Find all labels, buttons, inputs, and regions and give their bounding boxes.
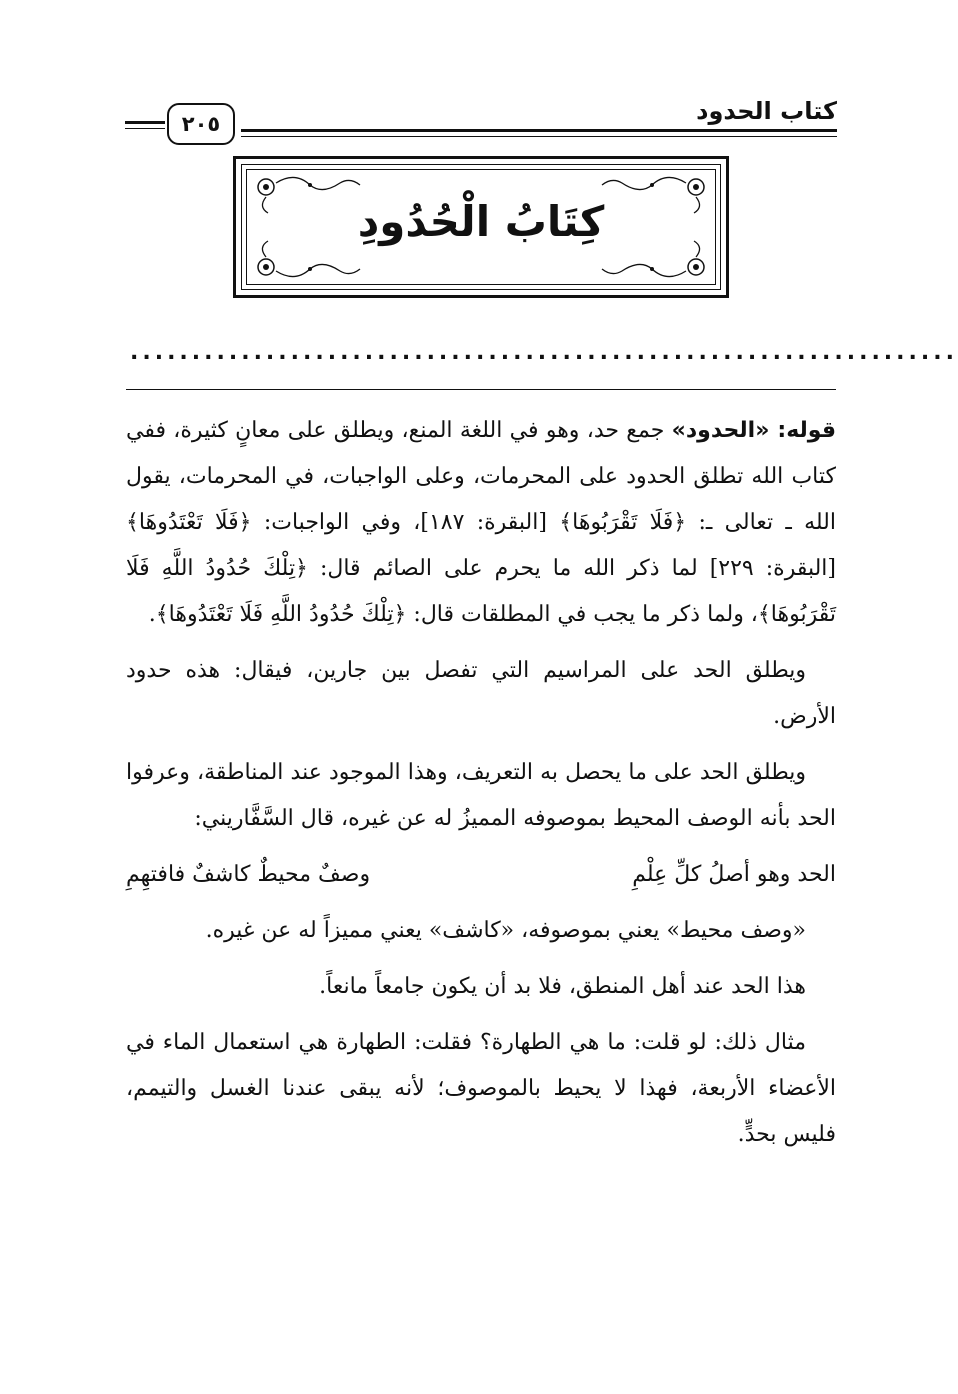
header-rule-lower — [241, 136, 837, 137]
header-rule-upper — [241, 129, 837, 132]
verse-first-hemistich: الحد وهو أصلُ كلِّ عِلْمِ — [632, 862, 836, 887]
dotted-separator: ................................................................... — [130, 340, 958, 365]
header-rule-left-lower — [125, 128, 165, 129]
chapter-title-frame — [233, 156, 729, 298]
paragraph-4: «وصف محيط» يعني بموصوفه، «كاشف» يعني مميزاً له عن غيره. — [205, 918, 806, 943]
page-number: ٢٠٥ — [167, 103, 235, 145]
paragraph-1-lead: قوله: «الحدود» — [671, 418, 837, 443]
header-rule-left-upper — [125, 121, 165, 124]
chapter-title: كِتَابُ الْحُدُودِ — [357, 197, 605, 246]
paragraph-2: ويطلق الحد على المراسيم التي تفصل بين جارين، فيقال: هذه حدود الأرض. — [126, 658, 836, 729]
paragraph-3: ويطلق الحد على ما يحصل به التعريف، وهذا الموجود عند المناطقة، وعرفوا الحد بأنه الوصف المحيط بموصوفه المميزُ له عن غيره، قال السَّفَّاريني: — [126, 760, 836, 831]
body-text — [126, 408, 836, 1168]
verse-second-hemistich: وصفٌ محيطٌ كاشفٌ فافتهِمِ — [126, 862, 371, 887]
paragraph-1 — [126, 408, 836, 638]
page-header — [125, 95, 837, 151]
paragraph-1-text: جمع حد، وهو في اللغة المنع، ويطلق على معانٍ كثيرة، ففي كتاب الله تطلق الحدود على المحرمات، وعلى الواجبات، في المحرمات، يقول الله ـ تعالى ـ: ﴿فَلَا تَقْرَبُوهَا﴾ [البقرة: ١٨٧]، وفي الواجبات: ﴿فَلَا تَعْتَدُوهَا﴾ [البقرة: ٢٢٩] لما ذكر الله ما يحرم على الصائم قال: ﴿تِلْكَ حُدُودُ اللَّهِ فَلَا تَقْرَبُوهَا﴾، ولما ذكر ما يجب في المطلقات قال: ﴿تِلْكَ حُدُودُ اللَّهِ فَلَا تَعْتَدُوهَا﴾. — [126, 418, 836, 627]
section-rule — [126, 389, 836, 390]
paragraph-6: مثال ذلك: لو قلت: ما هي الطهارة؟ فقلت: الطهارة هي استعمال الماء في الأعضاء الأربعة، فهذا لا يحيط بالموصوف؛ لأنه يبقى عندنا الغسل والتيمم، فليس بحدٍّ. — [126, 1030, 836, 1147]
running-title: كتاب الحدود — [696, 97, 837, 125]
paragraph-5: هذا الحد عند أهل المنطق، فلا بد أن يكون جامعاً مانعاً. — [319, 974, 806, 999]
poetry-verse — [126, 852, 836, 898]
